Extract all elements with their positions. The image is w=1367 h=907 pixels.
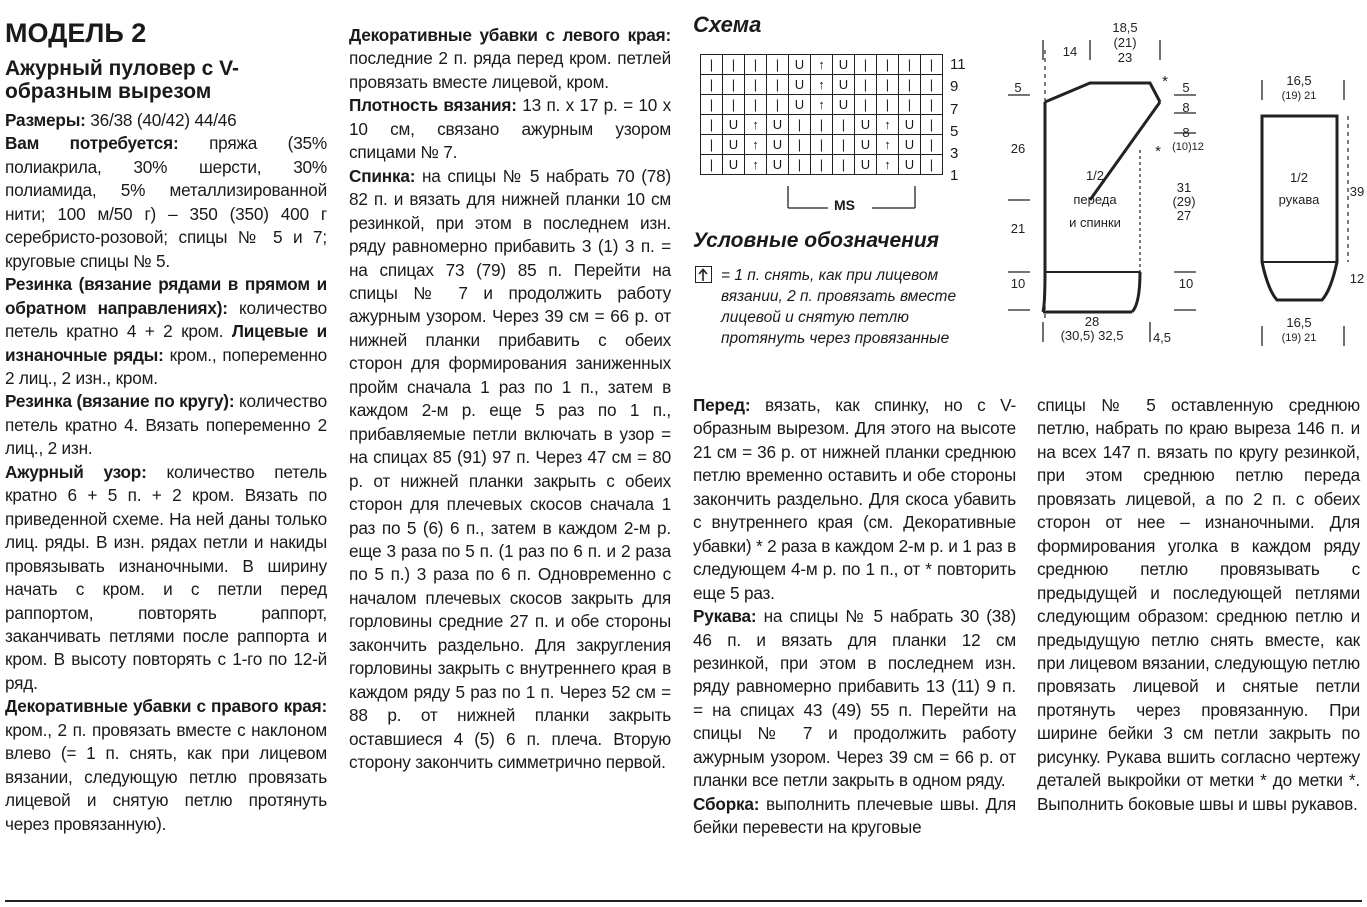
chart-cell: |: [899, 95, 921, 115]
sleeve-top-2: (19) 21: [1281, 90, 1317, 102]
chart-row-number: 7: [950, 100, 959, 118]
density-text: 13 п. х 17 р. = 10 х 10 см, связано ажурным узором спицами № 7.: [349, 95, 671, 163]
chart-row: [701, 95, 943, 115]
chart-cell: |: [701, 95, 723, 115]
schema-title: Схема: [693, 12, 762, 37]
dec-left-heading: Декоративные убавки с левого края:: [349, 25, 671, 45]
dec-right-text: кром., 2 п. провязать вместе с наклоном влево (= 1 п. снять, как при лицевом вязании, следующую петлю провязать лицевой и снятую петлю протянуть через провязанную).: [5, 719, 327, 834]
chart-cell: |: [877, 55, 899, 75]
chart-cell: ↑: [877, 135, 899, 155]
sleeve-top-1: 16,5: [1286, 73, 1312, 88]
dec-right-heading: Декоративные убавки с правого края:: [5, 696, 327, 717]
chart-cell: ↑: [745, 155, 767, 175]
dim-right-h: 10: [1178, 276, 1194, 291]
chart-cell: |: [789, 155, 811, 175]
bottom-rule: [5, 900, 1362, 902]
chart-cell: ↑: [745, 135, 767, 155]
column-2: [349, 24, 671, 775]
dim-bottom-b: (30,5) 32,5: [1060, 328, 1124, 343]
column-3: [693, 394, 1016, 840]
chart-cell: U: [833, 75, 855, 95]
dec-left-paragraph: [349, 24, 671, 94]
front-heading: Перед:: [693, 395, 751, 415]
knit-rows-text: кром., попеременно 2 лиц., 2 изн., кром.: [5, 344, 327, 388]
dim-left-d: 10: [1010, 276, 1026, 291]
chart-cell: |: [921, 155, 943, 175]
sizes-heading: Размеры:: [5, 110, 86, 130]
chart-cell: U: [767, 155, 789, 175]
star-side: *: [1155, 143, 1161, 160]
chart-cell: |: [855, 55, 877, 75]
column-4: [1037, 394, 1360, 816]
chart-cell: |: [833, 115, 855, 135]
back-paragraph: [349, 165, 671, 775]
dim-top-a: 14: [1062, 44, 1078, 59]
sizes-text: 36/38 (40/42) 44/46: [85, 110, 237, 130]
chart-cell: |: [767, 75, 789, 95]
body-label-2: и спинки: [1069, 215, 1121, 230]
chart-cell: |: [855, 95, 877, 115]
chart-cell: U: [723, 155, 745, 175]
rib-rows-heading: Резинка (вязание рядами в прямом и обратном направлениях):: [5, 274, 327, 318]
chart-cell: |: [723, 95, 745, 115]
rib-round-heading: Резинка (вязание по кругу):: [5, 391, 235, 412]
sleeves-text: на спицы № 5 набрать 30 (38) 46 п. и вязать для планки 12 см резинкой, при этом в последнем изн. ряду равномерно прибавить 13 (11) 9 п. = на спицах 43 (49) 55 п. Перейти на спицы № 7 и продолжить работу ажурным узором. Через 39 см = 66 р. от планки все петли закрыть в одном ряду.: [693, 606, 1016, 791]
chart-cell: U: [789, 55, 811, 75]
chart-cell: |: [701, 135, 723, 155]
chart-row-number: 3: [950, 145, 959, 163]
chart-row-numbers: [950, 54, 966, 188]
materials-heading: Вам потребуется:: [5, 133, 179, 154]
dim-top-b: 18,5: [1112, 20, 1138, 35]
chart-cell: |: [833, 155, 855, 175]
chart-cell: |: [701, 155, 723, 175]
ms-label: MS: [834, 197, 855, 213]
column-1: [5, 0, 327, 836]
dim-left-b: 26: [1010, 141, 1026, 156]
chart-cell: U: [833, 95, 855, 115]
assembly-text: выполнить плечевые швы. Для бейки перевести на круговые: [693, 793, 1016, 838]
sleeve-label: рукава: [1278, 192, 1320, 207]
chart-row-number: 1: [950, 167, 959, 185]
chart-cell: |: [701, 75, 723, 95]
rib-round-paragraph: [5, 390, 327, 460]
chart-cell: U: [833, 55, 855, 75]
sleeve-length: 39: [1349, 184, 1365, 199]
chart-cell: |: [811, 115, 833, 135]
chart-cell: ↑: [745, 115, 767, 135]
chart-cell: |: [767, 55, 789, 75]
chart-cell: |: [767, 95, 789, 115]
dim-right-c: 8: [1182, 125, 1190, 140]
dim-top-c: (21): [1113, 35, 1137, 50]
dim-right-f: (29): [1172, 194, 1196, 209]
star-top: *: [1162, 73, 1168, 90]
chart-cell: ↑: [811, 75, 833, 95]
chart-cell: ↑: [877, 155, 899, 175]
chart-cell: |: [745, 75, 767, 95]
chart-row: [701, 75, 943, 95]
legend-title: Условные обозначения: [693, 229, 940, 252]
chart-cell: ↑: [811, 95, 833, 115]
lace-heading: Ажурный узор:: [5, 461, 147, 482]
chart-cell: |: [745, 95, 767, 115]
assembly-heading: Сборка:: [693, 793, 760, 814]
chart-cell: |: [921, 55, 943, 75]
chart-row-number: 11: [950, 56, 966, 73]
chart-cell: U: [855, 135, 877, 155]
dim-bottom-a: 28: [1084, 314, 1100, 329]
chart-cell: |: [921, 95, 943, 115]
sleeve-bottom-1: 16,5: [1286, 315, 1312, 330]
chart-cell: U: [899, 115, 921, 135]
chart-cell: ↑: [811, 55, 833, 75]
materials-paragraph: [5, 132, 327, 273]
sizes-paragraph: [5, 109, 327, 132]
dim-right-a: 5: [1182, 80, 1190, 95]
dim-bottom-c: 4,5: [1152, 330, 1172, 345]
sleeve-frac: 1/2: [1289, 170, 1309, 185]
chart-cell: U: [767, 135, 789, 155]
dec-left-text: последние 2 п. ряда перед кром. петлей провязать вместе лицевой, кром.: [349, 48, 671, 92]
dim-right-d: (10)12: [1172, 141, 1204, 153]
chart-cell: U: [789, 75, 811, 95]
chart-cell: |: [855, 75, 877, 95]
legend: [695, 265, 995, 349]
pattern-title: Ажурный пуловер с V-образным вырезом: [5, 57, 239, 103]
chart-row: [701, 115, 943, 135]
chart-cell: |: [723, 75, 745, 95]
model-title: МОДЕЛЬ 2: [5, 18, 147, 48]
chart-cell: ↑: [877, 115, 899, 135]
chart-cell: U: [767, 115, 789, 135]
front-text: вязать, как спинку, но с V-образным вырезом. Для этого на высоте 21 см = 36 р. от нижней планки среднюю петлю временно оставить и обе стороны закончить раздельно. Для скоса убавить с внутреннего края (см. Декоративные убавки) * 2 раза в каждом 2-м р. и 1 раз в следующем 4-м р. по 1 п., от * повторить еще 5 раз.: [693, 395, 1016, 603]
chart-cell: U: [899, 135, 921, 155]
chart-cell: U: [723, 115, 745, 135]
ms-bracket: [700, 186, 940, 214]
dim-left-a: 5: [1014, 80, 1022, 95]
dim-right-e: 31: [1176, 180, 1192, 195]
double-decrease-symbol-icon: [695, 266, 712, 283]
chart-cell: |: [745, 55, 767, 75]
chart-cell: |: [811, 155, 833, 175]
density-heading: Плотность вязания:: [349, 95, 517, 116]
chart-cell: U: [899, 155, 921, 175]
chart-cell: |: [877, 95, 899, 115]
chart-cell: |: [811, 135, 833, 155]
legend-text: = 1 п. снять, как при лицевом вязании, 2 п. провязать вместе лицевой и снятую петлю протянуть через провязанные: [721, 267, 957, 347]
chart-cell: |: [789, 115, 811, 135]
chart-cell: |: [723, 55, 745, 75]
stitch-chart: [700, 54, 943, 175]
chart-cell: |: [701, 115, 723, 135]
dim-right-b: 8: [1182, 100, 1190, 115]
chart-row: [701, 135, 943, 155]
materials-text: пряжа (35% полиакрила, 30% шерсти, 30% полиамида, 5% металлизированной нити; 100 м/50 г) – 350 (350) 400 г серебристо-розовой; спицы № 5 и 7; круговые спицы № 5.: [5, 133, 327, 271]
back-text: на спицы № 5 набрать 70 (78) 82 п. и вязать для нижней планки 10 см резинкой, при этом в последнем изн. ряду равномерно прибавить 3 (1) 3 п. = на спицах 73 (79) 85 п. Перейти на спицы № 7 и продолжить работу ажурным узором. Через 39 см = 66 р. от нижней планки прибавить с обеих сторон для формирования заниженных пройм сначала 1 раз по 1 п., затем в каждом 2-м р. еще 5 раз по 1 п., прибавляемые петли включать в узор = на спицах 85 (91) 97 п. Через 47 см = 80 р. от нижней планки закрыть с обеих сторон для плечевых скосов сначала 1 раз по 5 (6) 6 п., затем в каждом 2-м р. еще 3 раза по 5 п. (1 раз по 6 п. и 2 раза по 5 п.) 3 раза по 6 п. Одновременно с началом плечевых скосов закрыть для горловины средние 27 п. и обе стороны закончить раздельно. Для закругления горловины закрыть с внутреннего края в каждом ряду 5 раз по 1 п. Через 52 см = 88 р. от нижней планки закрыть оставшиеся 4 (5) 6 п. плеча. Вторую сторону закончить симметрично первой.: [349, 165, 671, 773]
chart-cell: |: [899, 55, 921, 75]
chart-cell: |: [833, 135, 855, 155]
chart-cell: U: [855, 115, 877, 135]
chart-cell: |: [789, 135, 811, 155]
front-paragraph: [693, 394, 1016, 605]
chart-cell: |: [701, 55, 723, 75]
chart-cell: |: [921, 135, 943, 155]
lace-text: количество петель кратно 6 + 5 п. + 2 кром. Вязать по приведенной схеме. На ней даны только лиц. ряды. В изн. рядах петли и накиды провязывать изнаночными. В ширину начать с кром. и с петли перед раппортом, повторять раппорт, заканчивать петлями после раппорта и кром. В высоту повторять с 1-го по 12-й ряд.: [5, 461, 327, 693]
chart-row-number: 5: [950, 122, 959, 140]
assembly-paragraph: [693, 793, 1016, 840]
chart-cell: |: [921, 115, 943, 135]
lace-paragraph: [5, 461, 327, 696]
chart-cell: U: [855, 155, 877, 175]
stitch-chart-table: [700, 54, 943, 175]
sleeves-heading: Рукава:: [693, 606, 757, 627]
chart-cell: U: [723, 135, 745, 155]
sleeve-cuff: 12: [1349, 271, 1365, 286]
body-frac: 1/2: [1085, 168, 1105, 183]
chart-cell: U: [789, 95, 811, 115]
chart-row: [701, 155, 943, 175]
dim-top-d: 23: [1117, 50, 1133, 65]
chart-cell: |: [899, 75, 921, 95]
sleeves-paragraph: [693, 605, 1016, 793]
body-label-1: переда: [1073, 192, 1117, 207]
chart-row: [701, 55, 943, 75]
assembly-continued: спицы № 5 оставленную среднюю петлю, набрать по краю выреза 146 п. и на всех 147 п. вязать по кругу резинкой, при этом среднюю петлю переда провязать лицевой, а по 2 п. с обеих сторон от нее – изнаночными. Для формирования уголка в каждом ряду среднюю петлю провязывать с предыдущей и последующей петлями следующим образом: среднюю петлю и предыдущую петлю снять вместе, как при лицевом вязании, следующую петлю провязать лицевой и снятые петли протянуть через провязанную. При ширине бейки 3 см петли закрыть по рисунку. Рукава вшить согласно чертежу деталей выкройки от метки * до метки *. Выполнить боковые швы и швы рукавов.: [1037, 395, 1360, 814]
density-paragraph: [349, 94, 671, 164]
dec-right-paragraph: [5, 695, 327, 836]
chart-cell: |: [921, 75, 943, 95]
rib-rows-paragraph: [5, 273, 327, 390]
chart-row-number: 9: [950, 78, 959, 96]
chart-cell: |: [877, 75, 899, 95]
dim-left-c: 21: [1010, 221, 1026, 236]
knit-rows-heading: Лицевые и изнаночные ряды:: [5, 321, 328, 365]
rib-rows-text: количество петель кратно 4 + 2 кром.: [5, 297, 327, 342]
sleeve-bottom-2: (19) 21: [1281, 332, 1317, 344]
back-heading: Спинка:: [349, 165, 416, 186]
pattern-diagram: [1000, 10, 1367, 355]
rib-round-text: количество петель кратно 4. Вязать попеременно 2 лиц., 2 изн.: [5, 391, 328, 459]
dim-right-g: 27: [1176, 208, 1192, 223]
